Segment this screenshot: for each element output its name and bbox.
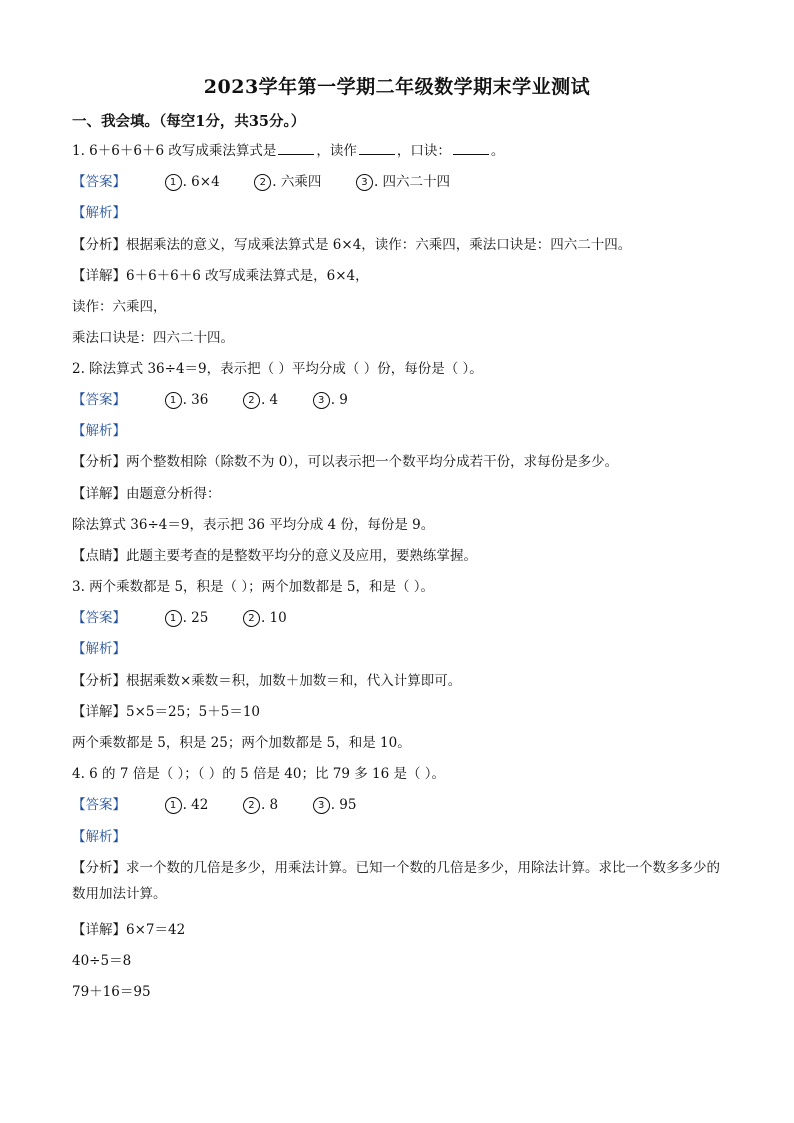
question-3: 3. 两个乘数都是 5，积是（ ）；两个加数都是 5，和是（ ）。 (72, 579, 435, 595)
q4-fenxi (72, 855, 722, 907)
fenxi-text: 根据乘数×乘数＝积，加数＋加数＝和，代入计算即可。 (126, 673, 462, 689)
q1-fenxi (72, 236, 631, 254)
answer-label: 【答案】 (72, 174, 126, 190)
q4-detail-line: 79＋16＝95 (72, 984, 151, 1000)
answer-text: . 4 (260, 392, 279, 408)
q4-xiangjie (72, 921, 185, 939)
answer-label: 【答案】 (72, 797, 126, 813)
dianjing-label: 【点睛】 (72, 548, 126, 564)
answer-blank (453, 142, 489, 155)
circled-number: 3 (356, 174, 373, 191)
q2-analysis-label: 【解析】 (72, 423, 126, 439)
answer-text: . 8 (260, 797, 279, 813)
q4-answer-3 (313, 796, 357, 814)
xiangjie-label: 【详解】 (72, 268, 126, 284)
q4-analysis-label: 【解析】 (72, 829, 126, 845)
q1-detail-line: 乘法口诀是：四六二十四。 (72, 330, 234, 346)
q2-fenxi (72, 453, 618, 471)
xiangjie-label: 【详解】 (72, 486, 126, 502)
page-title: 2023学年第一学期二年级数学期末学业测试 (203, 76, 591, 98)
q2-answer-2 (243, 391, 278, 409)
q4-detail-line: 40÷5＝8 (72, 953, 132, 969)
q4-answer-1 (165, 796, 209, 814)
fenxi-text: 根据乘法的意义，写成乘法算式是 6×4，读作：六乘四，乘法口诀是：四六二十四。 (126, 237, 632, 253)
q1-detail-line: 读作：六乘四， (72, 299, 167, 315)
xiangjie-text: 由题意分析得： (126, 486, 221, 502)
q4-answer-2 (243, 796, 278, 814)
fenxi-label: 【分析】 (72, 673, 126, 689)
fenxi-text: 两个整数相除（除数不为 0），可以表示把一个数平均分成若干份，求每份是多少。 (126, 454, 619, 470)
question-1 (72, 142, 504, 160)
answer-text: . 36 (182, 392, 209, 408)
q1-answer-3 (356, 173, 450, 191)
q2-answer-3 (313, 391, 348, 409)
fenxi-label: 【分析】 (72, 454, 126, 470)
answer-text: . 9 (330, 392, 348, 408)
q1-text-part3: ，口诀： (396, 143, 451, 159)
q3-detail-line: 两个乘数都是 5，积是 25；两个加数都是 5，和是 10。 (72, 735, 411, 751)
q3-analysis-label: 【解析】 (72, 641, 126, 657)
q1-text-part4: 。 (490, 143, 505, 159)
question-4: 4. 6 的 7 倍是（ ）；（ ）的 5 倍是 40；比 79 多 16 是（ ）。 (72, 766, 446, 782)
q2-xiangjie (72, 485, 221, 503)
circled-number: 2 (254, 174, 271, 191)
q1-answer-row (72, 173, 450, 191)
xiangjie-text: 6＋6＋6＋6 改写成乘法算式是，6×4， (126, 268, 369, 284)
q1-answer-1 (165, 173, 220, 191)
circled-number: 2 (243, 392, 260, 409)
circled-number: 3 (313, 797, 330, 814)
fenxi-label: 【分析】 (72, 860, 126, 876)
q2-detail-line: 除法算式 36÷4＝9，表示把 36 平均分成 4 份，每份是 9。 (72, 517, 435, 533)
circled-number: 1 (165, 392, 182, 409)
q4-answer-row (72, 796, 356, 814)
answer-text: . 10 (260, 610, 287, 626)
circled-number: 2 (243, 797, 260, 814)
q2-answer-1 (165, 391, 209, 409)
answer-text: . 42 (182, 797, 209, 813)
circled-number: 1 (165, 174, 182, 191)
fenxi-text: 求一个数的几倍是多少，用乘法计算。已知一个数的几倍是多少，用除法计算。求比一个数多多少的数用加法计算。 (72, 860, 720, 902)
q3-answer-2 (243, 609, 287, 627)
section-heading: 一、我会填。（每空1分，共35分。） (72, 113, 306, 130)
answer-blank (359, 142, 395, 155)
circled-number: 2 (243, 610, 260, 627)
q3-xiangjie (72, 703, 260, 721)
answer-label: 【答案】 (72, 392, 126, 408)
fenxi-label: 【分析】 (72, 237, 126, 253)
q1-xiangjie (72, 267, 369, 285)
xiangjie-label: 【详解】 (72, 704, 126, 720)
q1-answer-2 (254, 173, 321, 191)
answer-text: . 25 (182, 610, 209, 626)
circled-number: 3 (313, 392, 330, 409)
xiangjie-text: 6×7＝42 (126, 922, 186, 938)
q1-text-part1: 1. 6＋6＋6＋6 改写成乘法算式是 (72, 143, 277, 159)
xiangjie-label: 【详解】 (72, 922, 126, 938)
q2-answer-row (72, 391, 348, 409)
q3-fenxi (72, 672, 461, 690)
xiangjie-text: 5×5＝25；5＋5＝10 (126, 704, 261, 720)
answer-text: . 六乘四 (272, 174, 322, 190)
q3-answer-1 (165, 609, 209, 627)
circled-number: 1 (165, 797, 182, 814)
answer-blank (278, 142, 314, 155)
answer-label: 【答案】 (72, 610, 126, 626)
answer-text: . 6×4 (182, 174, 220, 190)
answer-text: . 95 (330, 797, 357, 813)
q2-dianjing (72, 547, 477, 565)
q1-analysis-label: 【解析】 (72, 205, 126, 221)
dianjing-text: 此题主要考查的是整数平均分的意义及应用，要熟练掌握。 (126, 548, 477, 564)
circled-number: 1 (165, 610, 182, 627)
answer-text: . 四六二十四 (373, 174, 451, 190)
q1-text-part2: ，读作 (316, 143, 357, 159)
q3-answer-row (72, 609, 287, 627)
question-2: 2. 除法算式 36÷4＝9，表示把（ ）平均分成（ ）份，每份是（ ）。 (72, 361, 483, 377)
